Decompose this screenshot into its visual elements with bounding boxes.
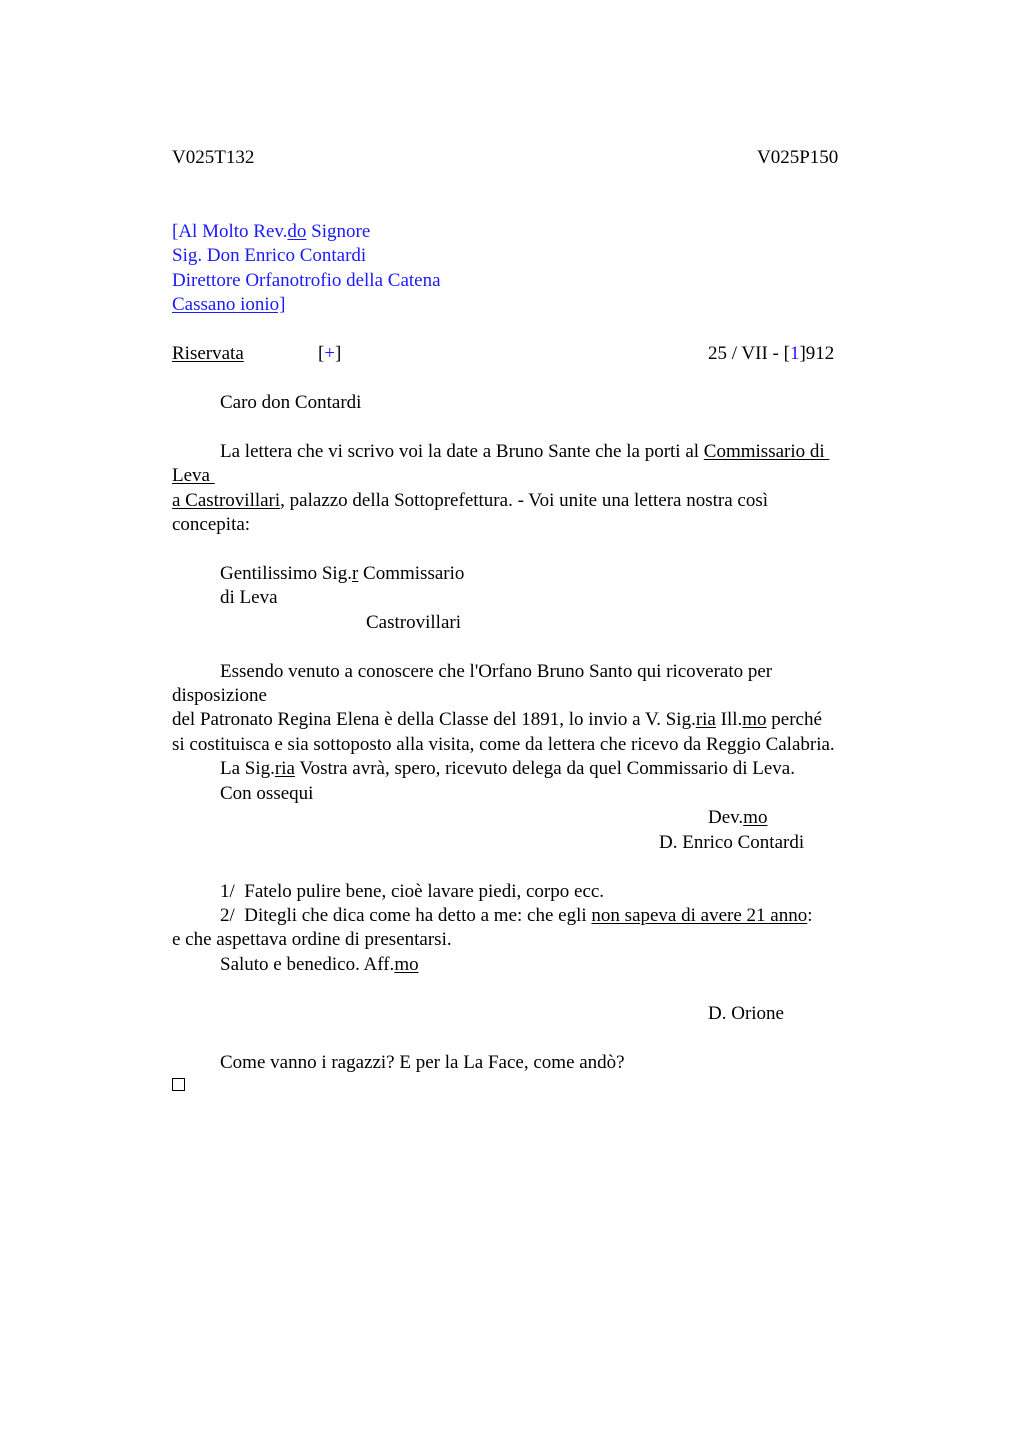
- inner-body-line-3: del Patronato Regina Elena è della Classe del 1891, lo invio a V. Sig.ria Ill.mo perché: [172, 709, 822, 730]
- inner-body-line-6: Con ossequi: [220, 783, 314, 804]
- address-line-3: Direttore Orfanotrofio della Catena: [172, 270, 441, 291]
- closing-line: Saluto e benedico. Aff.mo: [220, 954, 419, 975]
- inner-signature-line-2: D. Enrico Contardi: [659, 832, 805, 853]
- para1-line-4: concepita:: [172, 514, 251, 535]
- document-code-left: V025T132: [172, 147, 255, 168]
- inner-address-line-1: Gentilissimo Sig.r Commissario: [220, 563, 465, 584]
- note-2-continuation: e che aspettava ordine di presentarsi.: [172, 929, 452, 950]
- para1-line-1: La lettera che vi scrivo voi la date a Bruno Sante che la porti al Commissario di: [220, 441, 830, 462]
- address-line-2: Sig. Don Enrico Contardi: [172, 245, 367, 266]
- letter-date: 25 / VII - [1]912: [708, 343, 835, 364]
- para1-line-2: Leva: [172, 465, 215, 486]
- address-line-4: Cassano ionio]: [172, 294, 286, 315]
- note-2: 2/ Ditegli che dica come ha detto a me: che egli non sapeva di avere 21 anno:: [220, 905, 813, 926]
- document-code-right: V025P150: [757, 147, 839, 168]
- inner-body-line-4: si costituisca e sia sottoposto alla visita, come da lettera che ricevo da Reggio Calabria.: [172, 734, 835, 755]
- para1-line-3: a Castrovillari, palazzo della Sottoprefettura. - Voi unite una lettera nostra così: [172, 490, 769, 511]
- inner-address-line-3: Castrovillari: [366, 612, 461, 633]
- inner-address-line-2: di Leva: [220, 587, 278, 608]
- inner-signature-line-1: Dev.mo: [708, 807, 768, 828]
- end-marker-box-icon: [172, 1078, 185, 1091]
- address-line-1: [Al Molto Rev.do Signore: [172, 221, 371, 242]
- greeting: Caro don Contardi: [220, 392, 362, 413]
- riservata-label: Riservata: [172, 343, 244, 364]
- postscript: Come vanno i ragazzi? E per la La Face, come andò?: [220, 1052, 625, 1073]
- inner-body-line-5: La Sig.ria Vostra avrà, spero, ricevuto delega da quel Commissario di Leva.: [220, 758, 795, 779]
- plus-marker: [+]: [318, 343, 342, 364]
- inner-body-line-2: disposizione: [172, 685, 267, 706]
- note-1: 1/ Fatelo pulire bene, cioè lavare piedi, corpo ecc.: [220, 881, 605, 902]
- signature: D. Orione: [708, 1003, 784, 1024]
- inner-body-line-1: Essendo venuto a conoscere che l'Orfano Bruno Santo qui ricoverato per: [220, 661, 773, 682]
